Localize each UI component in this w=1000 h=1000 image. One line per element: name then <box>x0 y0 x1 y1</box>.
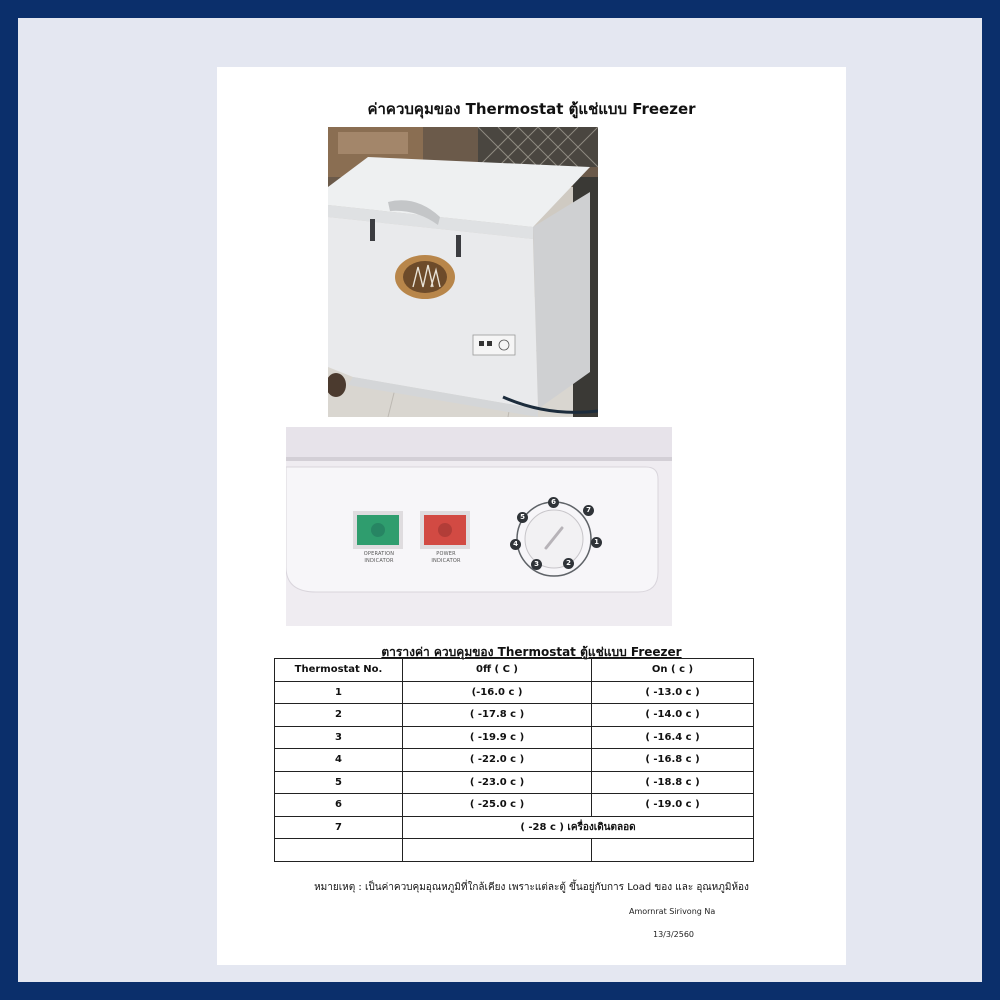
cell-on: ( -14.0 c ) <box>592 704 754 727</box>
empty-cell <box>403 839 592 862</box>
cell-on: ( -18.8 c ) <box>592 771 754 794</box>
thermostat-table <box>274 658 754 862</box>
control-panel-photo <box>286 427 672 626</box>
dial-number-5: 5 <box>517 512 528 523</box>
operation-label-line1: OPERATION <box>363 551 395 557</box>
dial-number-3: 3 <box>531 559 542 570</box>
dial-number-6: 6 <box>548 497 559 508</box>
table-row <box>275 704 754 727</box>
table-row <box>275 771 754 794</box>
cell-on: ( -13.0 c ) <box>592 681 754 704</box>
cell-no: 7 <box>275 816 403 839</box>
cell-off: ( -22.0 c ) <box>403 749 592 772</box>
freezer-photo <box>328 127 598 417</box>
table-empty-row <box>275 839 754 862</box>
cell-off: ( -25.0 c ) <box>403 794 592 817</box>
dial-number-4: 4 <box>510 539 521 550</box>
header-on: On ( c ) <box>592 659 754 682</box>
power-indicator-label <box>423 551 469 565</box>
dial-number-1: 1 <box>591 537 602 548</box>
table-header-row <box>275 659 754 682</box>
table-row-7 <box>275 816 754 839</box>
header-off: 0ff ( C ) <box>403 659 592 682</box>
cell-on: ( -19.0 c ) <box>592 794 754 817</box>
power-label-line2: INDICATOR <box>431 558 461 564</box>
cell-no: 1 <box>275 681 403 704</box>
cell-off: ( -19.9 c ) <box>403 726 592 749</box>
note-text: หมายเหตุ : เป็นค่าควบคุมอุณหภูมิที่ใกล้เคียง เพราะแต่ละตู้ ขึ้นอยู่กับการ Load ของ และ อุณหภูมิห้อง <box>314 882 749 893</box>
dial-number-7: 7 <box>583 505 594 516</box>
dial-number-2: 2 <box>563 558 574 569</box>
empty-cell <box>592 839 754 862</box>
table-row <box>275 681 754 704</box>
cell-no: 6 <box>275 794 403 817</box>
cell-on: ( -16.4 c ) <box>592 726 754 749</box>
power-label-line1: POWER <box>436 551 456 557</box>
table-title: ตารางค่า ควบคุมของ Thermostat ตู้แช่แบบ Freezer <box>381 645 682 659</box>
document-title: ค่าควบคุมของ Thermostat ตู้แช่แบบ Freezer <box>367 100 696 118</box>
table-row <box>275 749 754 772</box>
cell-off: ( -17.8 c ) <box>403 704 592 727</box>
empty-cell <box>275 839 403 862</box>
inner-frame <box>18 18 982 982</box>
cell-no: 5 <box>275 771 403 794</box>
cell-row7-text: ( -28 c ) เครื่องเดินตลอด <box>403 816 754 839</box>
table-row <box>275 794 754 817</box>
cell-no: 3 <box>275 726 403 749</box>
cell-no: 4 <box>275 749 403 772</box>
cell-no: 2 <box>275 704 403 727</box>
operation-indicator-label <box>356 551 402 565</box>
cell-off: (-16.0 c ) <box>403 681 592 704</box>
header-thermostat-no: Thermostat No. <box>275 659 403 682</box>
document-date: 13/3/2560 <box>653 930 695 939</box>
cell-off: ( -23.0 c ) <box>403 771 592 794</box>
operation-label-line2: INDICATOR <box>364 558 394 564</box>
author-name: Amornrat Sirivong Na <box>629 907 716 916</box>
document-sheet <box>217 67 846 965</box>
cell-on: ( -16.8 c ) <box>592 749 754 772</box>
table-row <box>275 726 754 749</box>
